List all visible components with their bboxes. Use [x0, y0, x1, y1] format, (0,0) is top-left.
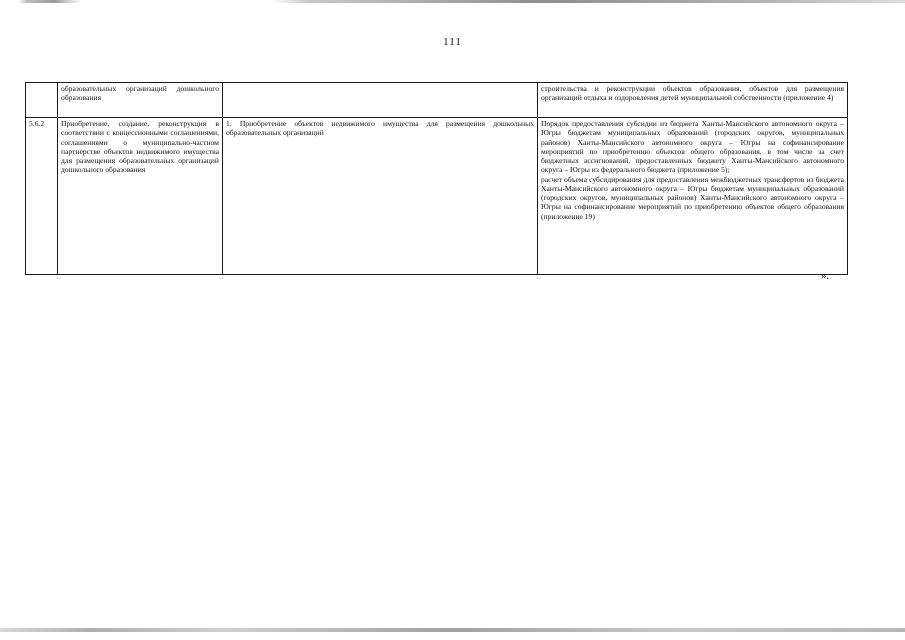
- row-name-cell: Приобретение, создание, реконструкция в соответствии с концессионными соглашениями, соглашениями о муниципально-частном партнерстве объектов недвижимого имущества для размещения образовательных организаций дошкольного образования: [58, 118, 223, 275]
- closing-quote-mark: ».: [821, 270, 830, 282]
- table-row: [26, 118, 848, 275]
- row-documents-cell: [538, 118, 848, 275]
- row-number-cell: 5.6.2: [26, 118, 58, 275]
- document-table: [25, 82, 848, 275]
- scan-edge-bottom: [0, 628, 905, 632]
- row-activity-cell: [223, 83, 538, 118]
- row-documents-cell: [538, 83, 848, 118]
- row-activity-cell: 1. Приобретение объектов недвижимого имущества для размещения дошкольных образовательных организаций: [223, 118, 538, 275]
- page-number: 111: [443, 36, 462, 48]
- document-text: строительства и реконструкции объектов образования, объектов для размещения организаций отдыха и оздоровления детей муниципальной собственности (приложение 4): [541, 84, 844, 103]
- row-name-cell: образовательных организаций дошкольного образования: [58, 83, 223, 118]
- document-text: Порядок предоставления субсидии из бюджета Ханты-Мансийского автономного округа – Югры бюджетам муниципальных образований (городских округов, муниципальных районов) Ханты-Мансийского автономного округа – Югры на софинансирование мероприятий по приобретению объектов общего образования, в том числе за счет бюджетных ассигнований, предоставленных бюджету Ханты-Мансийского автономного округа – Югры из федерального бюджета (приложение 5);: [541, 119, 844, 175]
- table-row: [26, 83, 848, 118]
- row-number-cell: [26, 83, 58, 118]
- document-text: расчет объема субсидирования для предоставления межбюджетных трансфертов из бюджета Ханты-Мансийского автономного округа – Югры бюджетам муниципальных образований (городских округов, муниципальных районов) Ханты-Мансийского автономного округа – Югры на софинансирование мероприятий по приобретению объектов общего образования (приложение 19): [541, 174, 844, 221]
- scan-edge-top: [0, 0, 905, 3]
